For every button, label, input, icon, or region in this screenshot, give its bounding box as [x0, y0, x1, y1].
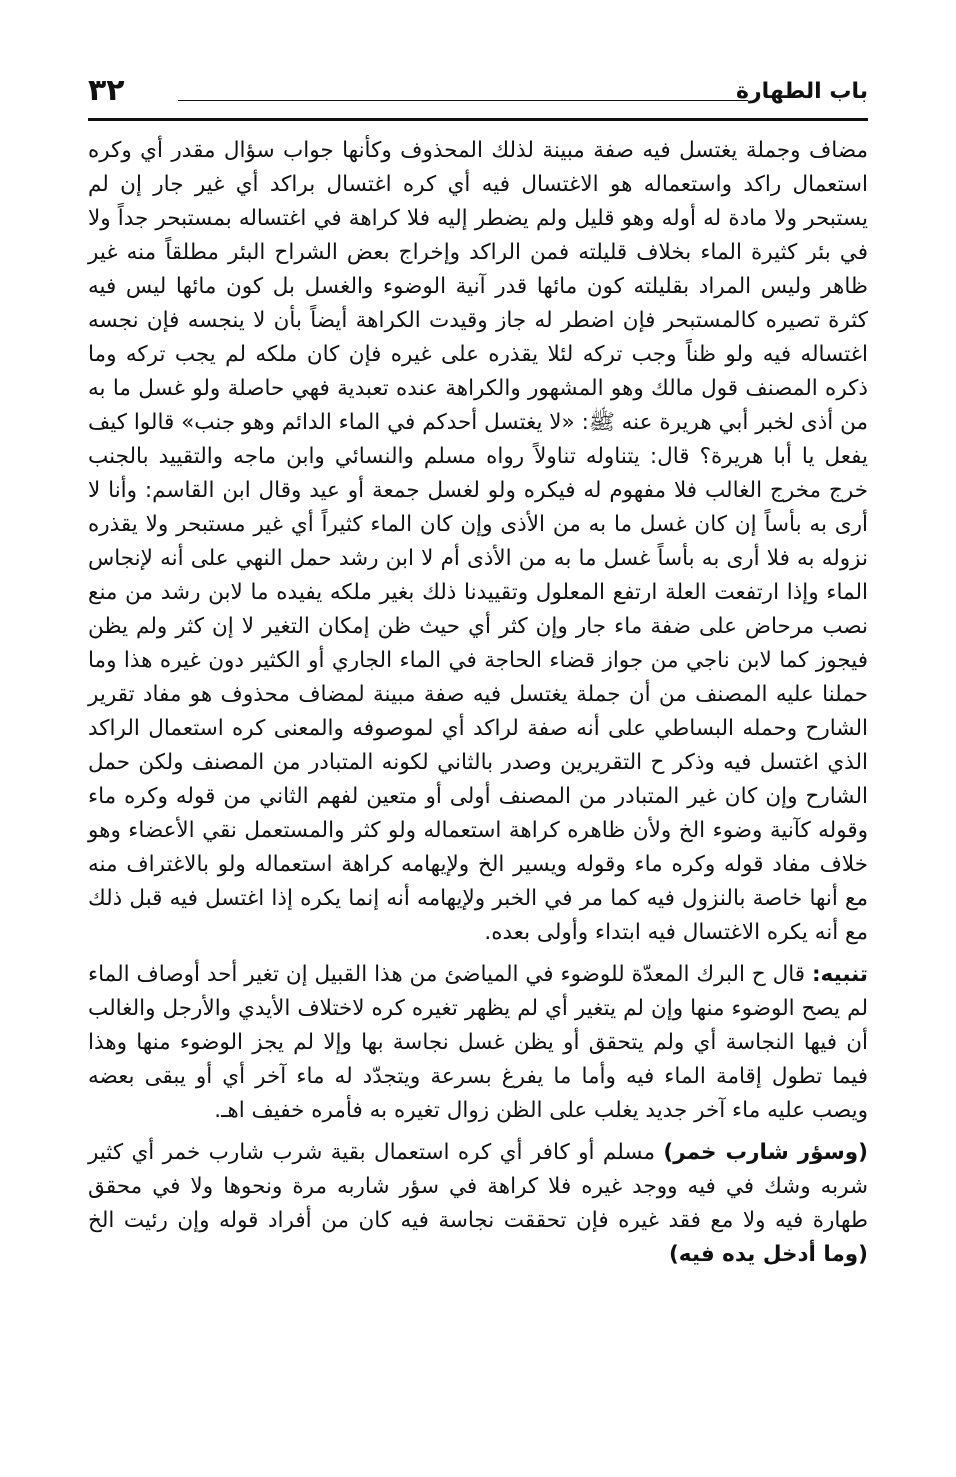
paragraph-text: مضاف وجملة يغتسل فيه صفة مبينة لذلك المحذوف وكأنها جواب سؤال مقدر أي وكره استعمال راكد واستعماله هو الاغتسال فيه أي كره اغتسال براكد أي غير جار إن لم يستبحر ولا مادة له أوله وهو قليل ولم يضطر إليه فلا كراهة في اغتساله بمستبحر جداً ولا في بئر كثيرة الماء بخلاف قليلته فمن الراكد وإخراج بعض الشراح البئر مطلقاً منه غير ظاهر وليس المراد بقليلته كون مائها قدر آنية الوضوء والغسل بل كون مائها ليس فيه كثرة تصيره كالمستبحر فإن اضطر له جاز وقيدت الكراهة أيضاً بأن لا ينجسه فإن نجسه اغتساله فيه ولو ظناً وجب تركه لئلا يقذره على غيره فإن كان ملكه لم يجب تركه وما ذكره المصنف قول مالك وهو المشهور والكراهة عنده تعبدية فهي حاصلة ولو غسل ما به من أذى لخبر أبي هريرة عنه ﷺ: «لا يغتسل أحدكم في الماء الدائم وهو جنب» قالوا كيف يفعل يا أبا هريرة؟ قال: يتناوله تناولاً رواه مسلم والنسائي وابن ماجه والتقييد بالجنب خرج مخرج الغالب فلا مفهوم له فيكره ولو لغسل جمعة أو عيد وقال ابن القاسم: وأنا لا أرى به بأساً إن كان غسل ما به من الأذى وإن كان الماء كثيراً أي غير مستبحر ولا يقذره نزوله به فلا أرى به بأساً غسل ما به من الأذى أم لا ابن رشد حمل النهي على أنه لإنجاس الماء وإذا ارتفعت العلة ارتفع المعلول وتقييدنا ذلك بغير ملكه يفيده ما لابن رشد من منع نصب مرحاض على ضفة ماء جار وإن كثر أي حيث ظن إمكان التغير لا إن كثر ولم يظن فيجوز كما لابن ناجي من جواز قضاء الحاجة في الماء الجاري أو الكثير دون غيره هذا وما حملنا عليه المصنف من أن جملة يغتسل فيه صفة مبينة لمضاف محذوف هو مفاد تقرير الشارح وحمله البساطي على أنه صفة لراكد أي لموصوفه والمعنى كره استعمال الراكد الذي اغتسل فيه وذكر ح التقريرين وصدر بالثاني لكونه المتبادر من المصنف ولكن حمل الشارح وإن كان غير المتبادر من المصنف أولى أو متعين لفهم الثاني من قوله وكره ماء وقوله كآنية وضوء الخ ولأن ظاهره كراهة استعماله ولو كثر والمستعمل نقي الأعضاء وهو خلاف مفاد قوله وكره ماء وقوله ويسير الخ ولإيهامه كراهة استعماله ولو بالاغتراف منه مع أنها خاصة بالنزول فيه كما مر في الخبر ولإيهامه أنه إنما يكره إذا اغتسل فيه قبل ذلك مع أنه يكره الاغتسال فيه ابتداء وأولى بعده.: [88, 138, 868, 945]
paragraph-matn: [88, 1136, 868, 1272]
paragraph-main: [88, 134, 868, 950]
header-thin-rule: [178, 100, 748, 101]
paragraph-text: قال ح البرك المعدّة للوضوء في المياضئ من هذا القبيل إن تغير أحد أوصاف الماء لم يصح الوضوء منها وإن لم يتغير أي لم يظهر تغيره كره لاختلاف الأيدي والأرجل والغالب أن فيها النجاسة أي ولم يتحقق أو يظن غسل نجاسة بها وإلا لم يجز الوضوء منها وهذا فيما تطول إقامة الماء فيه وأما ما يفرغ بسرعة ويتجدّد له ماء آخر أي أو يبقى بعضه ويصب عليه ماء آخر جديد يغلب على الظن زوال تغيره به فأمره خفيف اهـ.: [88, 962, 868, 1123]
running-head: باب الطهارة: [736, 79, 868, 104]
matn-quote: (وسؤر شارب خمر): [663, 1140, 868, 1165]
page-body: [88, 134, 868, 1272]
page-number: ٣٢: [88, 73, 125, 108]
book-page: [88, 70, 868, 1280]
matn-quote-trailing: (وما أدخل يده فيه): [668, 1242, 868, 1267]
page-header: [88, 70, 868, 116]
header-rule: [88, 118, 868, 121]
paragraph-note: [88, 958, 868, 1128]
paragraph-text: مسلم أو كافر أي كره استعمال بقية شرب شارب خمر أي كثير شربه وشك في فيه ووجد غيره فلا كراهة في سؤر شاربه مرة ونحوها ولا في محقق طهارة فيه ولا مع فقد غيره فإن تحققت نجاسة فيه كان من أفراد قوله وإن رئيت الخ: [88, 1140, 868, 1233]
note-heading: تنبيه:: [811, 962, 868, 987]
